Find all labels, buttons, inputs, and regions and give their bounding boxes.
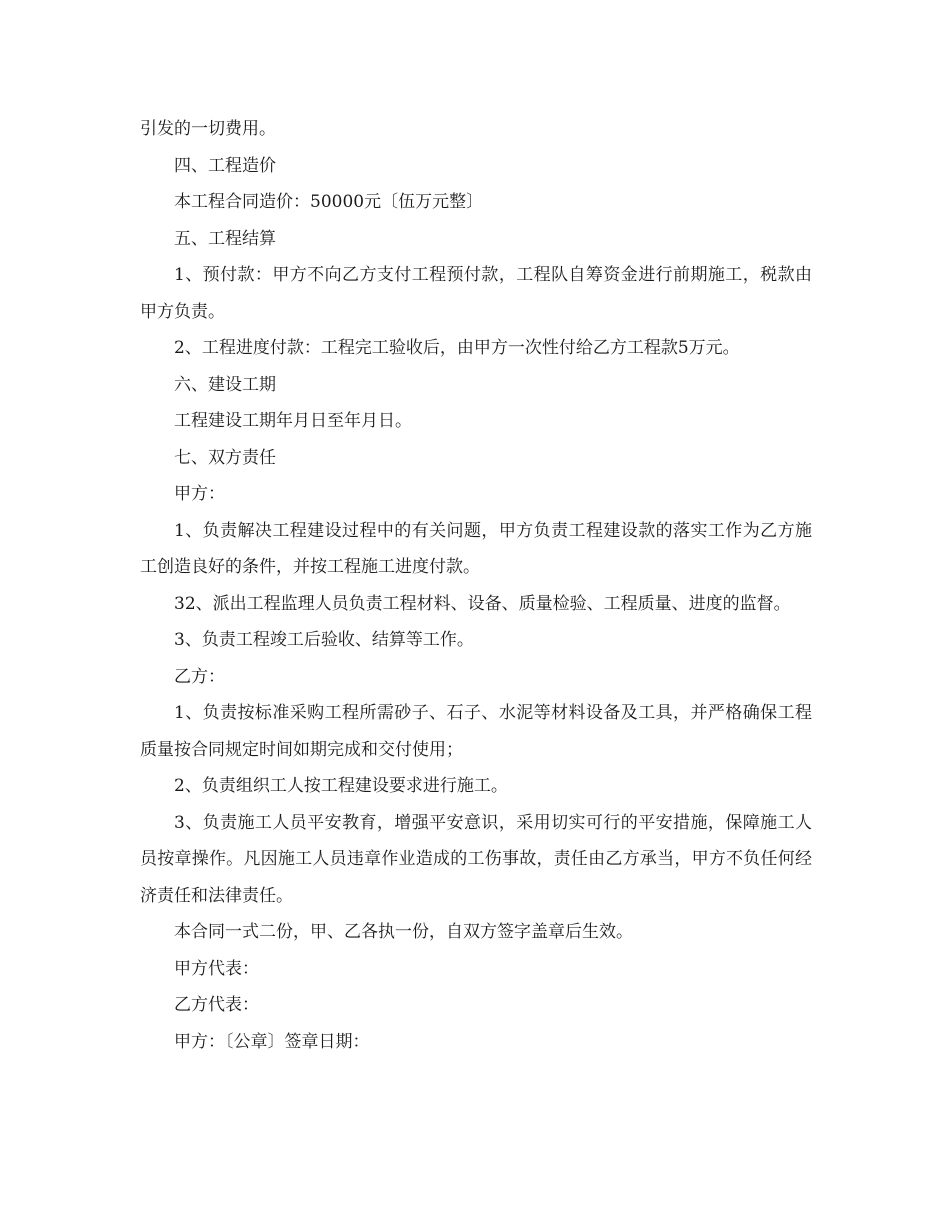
paragraph-contract-price: 本工程合同造价：50000元〔伍万元整〕	[174, 192, 484, 212]
party-a-item-1: 1、负责解决工程建设过程中的有关问题，甲方负责工程建设款的落实工作为乙方施工创造良好的条件，并按工程施工进度付款。	[140, 520, 812, 577]
document-body	[140, 111, 812, 1060]
paragraph-schedule: 工程建设工期年月日至年月日。	[174, 411, 412, 431]
party-a-item-3: 3、负责工程竣工后验收、结算等工作。	[174, 630, 474, 650]
party-b-item-1: 1、负责按标准采购工程所需砂子、石子、水泥等材料设备及工具，并严格确保工程质量按合同规定时间如期完成和交付使用；	[140, 703, 812, 760]
paragraph-continuation: 引发的一切费用。	[140, 119, 276, 139]
party-a-item-2: 32、派出工程监理人员负责工程材料、设备、质量检验、工程质量、进度的监督。	[174, 593, 791, 614]
party-a-seal-date: 甲方：〔公章〕签章日期：	[174, 1031, 370, 1052]
section-heading-settlement: 五、工程结算	[174, 228, 276, 249]
party-a-heading: 甲方：	[174, 484, 225, 504]
party-b-heading: 乙方：	[174, 666, 225, 687]
section-heading-schedule: 六、建设工期	[174, 374, 276, 395]
party-a-representative: 甲方代表：	[174, 958, 259, 979]
paragraph-progress-payment: 2、工程进度付款：工程完工验收后，由甲方一次性付给乙方工程款5万元。	[174, 338, 740, 358]
section-heading-cost: 四、工程造价	[174, 155, 276, 176]
section-heading-responsibilities: 七、双方责任	[174, 447, 276, 468]
party-b-item-3: 3、负责施工人员平安教育，增强平安意识，采用切实可行的平安措施，保障施工人员按章操作。凡因施工人员违章作业造成的工伤事故，责任由乙方承当，甲方不负任何经济责任和法律责任。	[140, 812, 812, 906]
party-b-item-2: 2、负责组织工人按工程建设要求进行施工。	[174, 776, 508, 796]
paragraph-prepayment: 1、预付款：甲方不向乙方支付工程预付款，工程队自筹资金进行前期施工，税款由甲方负责。	[140, 265, 812, 322]
party-b-representative: 乙方代表：	[174, 995, 259, 1015]
paragraph-effectiveness: 本合同一式二份，甲、乙各执一份，自双方签字盖章后生效。	[174, 922, 633, 942]
